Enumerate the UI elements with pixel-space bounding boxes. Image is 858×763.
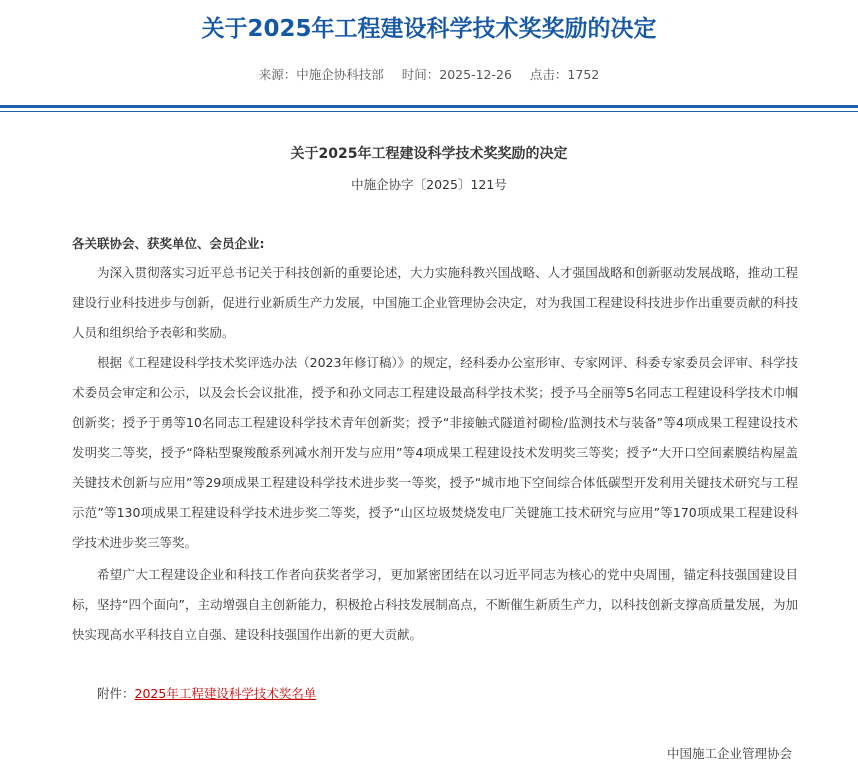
document-number: 中施企协字〔2025〕121号 — [351, 177, 507, 192]
attachment-link[interactable]: 2025年工程建设科学技术奖名单 — [134, 686, 317, 701]
publish-time: 时间：2025-12-26 — [401, 67, 512, 82]
attachment-label: 附件： — [97, 686, 135, 701]
signature: 中国施工企业管理协会 — [666, 746, 792, 761]
attachment — [97, 685, 316, 703]
body-paragraph: 根据《工程建设科学技术奖评选办法（2023年修订稿）》的规定，经科委办公室形审、专家网评、科委专家委员会评审、科学技术委员会审定和公示，以及会长会议批准，授予和孙文同志工程建设最高科学技术奖；授予马全丽等5名同志工程建设科学技术巾帼创新奖；授予于勇等10名同志工程建设科学技术青年创新奖；授予“非接触式隧道衬砌检/监测技术与装备”等4项成果工程建设技术发明奖二等奖，授予“降粘型聚羧酸系列减水剂开发与应用”等4项成果工程建设技术发明奖三等奖；授予“大开口空间素膜结构屋盖关键技术创新与应用”等29项成果工程建设科学技术进步奖一等奖，授予“城市地下空间综合体低碳型开发利用关键技术研究与工程示范”等130项成果工程建设科学技术进步奖二等奖，授予“山区垃圾焚烧发电厂关键施工技术研究与应用”等170项成果工程建设科学技术进步奖三等奖。 — [72, 355, 798, 550]
salutation: 各关联协会、获奖单位、会员企业: — [72, 236, 265, 251]
header-divider-thin — [0, 111, 858, 112]
header-divider-thick — [0, 105, 858, 108]
page-title: 关于2025年工程建设科学技术奖奖励的决定 — [201, 16, 657, 42]
source-label: 来源：中施企协科技部 — [258, 67, 384, 82]
body-paragraph: 希望广大工程建设企业和科技工作者向获奖者学习，更加紧密团结在以习近平同志为核心的党中央周围，锚定科技强国建设目标，坚持“四个面向”，主动增强自主创新能力，积极抢占科技发展制高点，不断催生新质生产力，以科技创新支撑高质量发展，为加快实现高水平科技自立自强、建设科技强国作出新的更大贡献。 — [72, 567, 798, 642]
body-paragraph: 为深入贯彻落实习近平总书记关于科技创新的重要论述，大力实施科教兴国战略、人才强国战略和创新驱动发展战略，推动工程建设行业科技进步与创新，促进行业新质生产力发展，中国施工企业管理协会决定，对为我国工程建设科技进步作出重要贡献的科技人员和组织给予表彰和奖励。 — [72, 265, 798, 340]
document-title: 关于2025年工程建设科学技术奖奖励的决定 — [290, 146, 568, 162]
click-count: 点击：1752 — [529, 67, 600, 82]
article-meta — [0, 66, 858, 84]
